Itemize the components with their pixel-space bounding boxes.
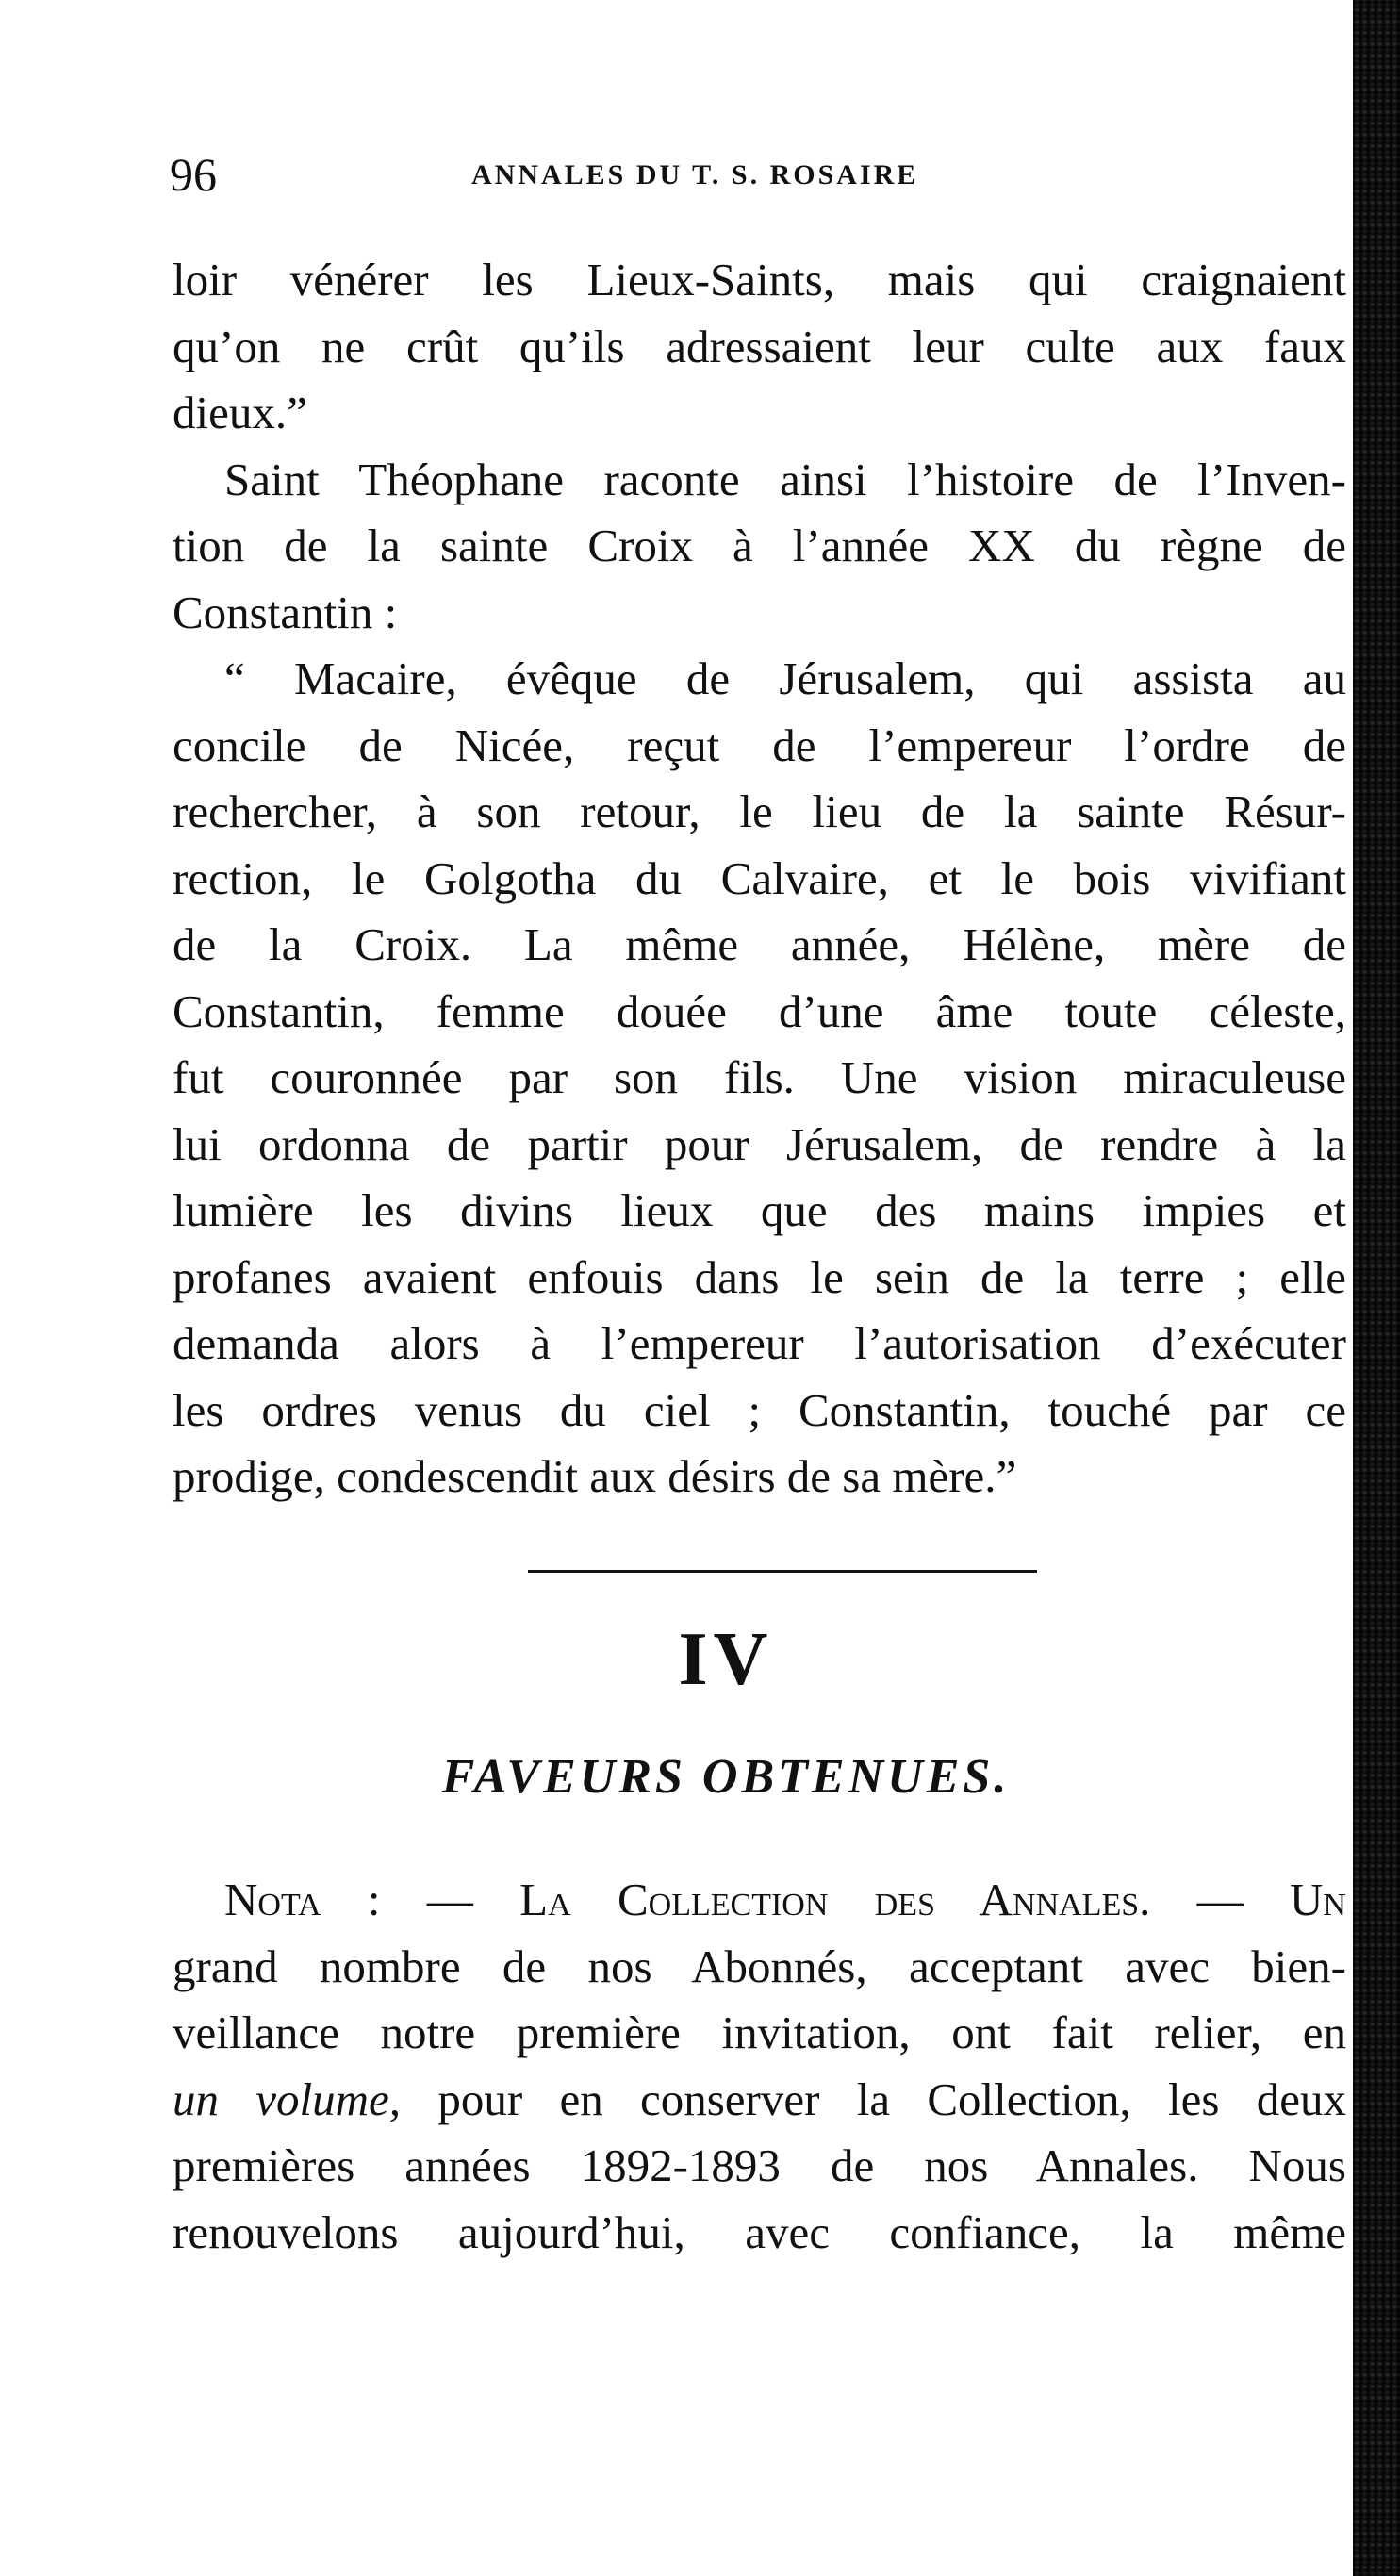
section-number: IV	[678, 1618, 774, 1701]
italic-phrase: un volume,	[173, 2072, 402, 2125]
text-line: Constantin, femme douée d’une âme toute céleste,	[173, 984, 1346, 1037]
text-line: fut couronnée par son fils. Une vision miraculeuse	[173, 1051, 1346, 1103]
text-line: “ Macaire, évêque de Jérusalem, qui assista au	[224, 652, 1346, 704]
text-line: Constantin :	[173, 586, 398, 638]
text-line	[173, 2067, 1346, 2134]
text-line: profanes avaient enfouis dans le sein de la terre ; elle	[173, 1250, 1346, 1303]
text-line: rechercher, à son retour, le lieu de la sainte Résur-	[173, 785, 1346, 837]
text-line: prodige, condescendit aux désirs de sa mère.”	[173, 1450, 1017, 1502]
nota-line: Nota : — La Collection des Annales. — Un	[224, 1874, 1346, 1925]
text-line: lui ordonna de partir pour Jérusalem, de rendre à la	[173, 1117, 1346, 1170]
text-line: Saint Théophane raconte ainsi l’histoire de l’Inven-	[224, 453, 1346, 505]
running-title: ANNALES DU T. S. ROSAIRE	[471, 159, 919, 190]
text-line: de la Croix. La même année, Hélène, mère de	[173, 918, 1346, 970]
text-line: rection, le Golgotha du Calvaire, et le bois vivifiant	[173, 851, 1346, 904]
section-title: FAVEURS OBTENUES.	[441, 1750, 1011, 1804]
text-fragment: pour en conserver la Collection, les deux	[437, 2072, 1346, 2125]
text-line: renouvelons aujourd’hui, avec confiance, la même	[173, 2205, 1346, 2258]
section-divider	[528, 1570, 1037, 1573]
text-line: lumière les divins lieux que des mains impies et	[173, 1184, 1346, 1236]
text-line: les ordres venus du ciel ; Constantin, touché par ce	[173, 1383, 1346, 1436]
page-binding-edge	[1353, 0, 1400, 2576]
running-head	[170, 141, 1329, 207]
text-line: qu’on ne crût qu’ils adressaient leur culte aux faux	[173, 320, 1346, 372]
text-line: veillance notre première invitation, ont fait relier, en	[173, 2006, 1346, 2058]
text-line: loir vénérer les Lieux-Saints, mais qui craignaient	[173, 254, 1346, 305]
text-line: dieux.”	[173, 387, 307, 438]
text-line: grand nombre de nos Abonnés, acceptant avec bien-	[173, 1940, 1346, 1992]
text-line: premières années 1892-1893 de nos Annales. Nous	[173, 2139, 1346, 2191]
text-line: demanda alors à l’empereur l’autorisation d’exécuter	[173, 1317, 1346, 1369]
body-text-bottom	[173, 1867, 1346, 2266]
text-line: concile de Nicée, reçut de l’empereur l’ordre de	[173, 718, 1346, 771]
body-text-top	[173, 247, 1346, 1511]
text-line: tion de la sainte Croix à l’année XX du règne de	[173, 520, 1346, 571]
page-number: 96	[170, 148, 217, 201]
